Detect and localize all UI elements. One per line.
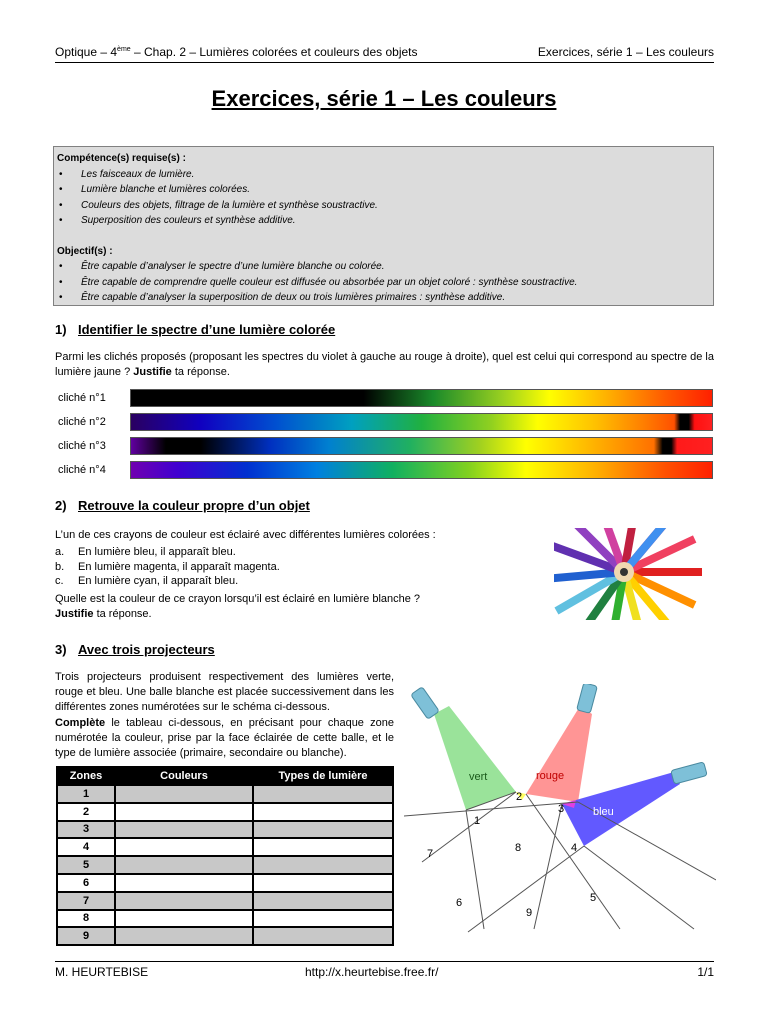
section2-list — [55, 545, 280, 589]
section1-para-a: Parmi les clichés proposés (proposant les spectres du violet à gauche au rouge à droite), quel est celui qui correspond au spectre de la lumière jaune ? — [55, 351, 714, 378]
type-cell[interactable] — [253, 785, 393, 803]
spectrum-image-2 — [130, 413, 713, 431]
section2-question-b: ta réponse. — [93, 608, 152, 620]
label-bleu: bleu — [593, 806, 614, 818]
zone-cell: 5 — [57, 856, 115, 874]
section2-number: 2) — [55, 498, 67, 513]
section1-number: 1) — [55, 322, 67, 337]
spectrum-image-4 — [130, 461, 713, 479]
zone-label: 8 — [515, 842, 522, 854]
section3-para2-text: le tableau ci-dessous, en précisant pour chaque zone numérotée la couleur, prise par la face éclairée de cette balle, et le type de lumière associée (primaire, secondaire ou blanche). — [55, 717, 394, 759]
section2-title — [55, 498, 310, 513]
couleur-cell[interactable] — [115, 821, 253, 839]
type-cell[interactable] — [253, 874, 393, 892]
zone-label: 2 — [516, 791, 523, 803]
zone-label: 4 — [571, 842, 578, 854]
list-item — [55, 545, 280, 560]
list-item — [55, 574, 280, 589]
section3-title — [55, 642, 215, 657]
zone-label: 1 — [474, 815, 481, 827]
zone-cell: 8 — [57, 910, 115, 928]
section1-paragraph — [55, 350, 714, 380]
header-left-a: Optique – 4 — [55, 45, 118, 59]
section3-paragraph-2 — [55, 716, 394, 761]
zone-cell: 1 — [57, 785, 115, 803]
green-projector — [411, 687, 440, 720]
zone-label: 9 — [526, 907, 533, 919]
section2-question — [55, 592, 477, 622]
red-beam — [526, 706, 592, 802]
objectif-item: • Être capable de comprendre quelle couleur est diffusée ou absorbée par un objet coloré : synthèse soustractive. — [57, 275, 710, 291]
table-row — [57, 821, 393, 839]
spectrum-label-1: cliché n°1 — [58, 392, 106, 404]
couleur-cell[interactable] — [115, 856, 253, 874]
page-title-text: Exercices, série 1 – Les couleurs — [211, 86, 557, 111]
couleur-cell[interactable] — [115, 892, 253, 910]
competence-item: • Lumière blanche et lumières colorées. — [57, 182, 710, 198]
blue-projector — [671, 762, 707, 784]
type-cell[interactable] — [253, 856, 393, 874]
footer-page-number: 1/1 — [697, 965, 714, 979]
header-left-b: – Chap. 2 – Lumières colorées et couleurs des objets — [130, 45, 418, 59]
colored-pencils-image — [554, 528, 702, 620]
spectrum-label-4: cliché n°4 — [58, 464, 106, 476]
skills-box — [53, 146, 714, 306]
green-beam — [434, 706, 516, 810]
header-left-sup: ème — [117, 46, 131, 53]
type-cell[interactable] — [253, 838, 393, 856]
footer-url[interactable]: http://x.heurtebise.free.fr/ — [305, 965, 439, 979]
zone-cell: 7 — [57, 892, 115, 910]
competences-list — [57, 167, 710, 229]
couleur-cell[interactable] — [115, 910, 253, 928]
couleur-cell[interactable] — [115, 785, 253, 803]
table-row — [57, 892, 393, 910]
table-row — [57, 785, 393, 803]
type-cell[interactable] — [253, 927, 393, 945]
spectrum-label-3: cliché n°3 — [58, 440, 106, 452]
zone-label: 5 — [590, 892, 597, 904]
zone-cell: 3 — [57, 821, 115, 839]
couleur-cell[interactable] — [115, 927, 253, 945]
page-header — [55, 43, 714, 63]
type-cell[interactable] — [253, 910, 393, 928]
section2-intro: L’un de ces crayons de couleur est éclairé avec différentes lumières colorées : — [55, 529, 436, 541]
header-chapter — [55, 45, 418, 59]
section3-number: 3) — [55, 642, 67, 657]
table-row — [57, 803, 393, 821]
list-text: En lumière bleu, il apparaît bleu. — [78, 546, 236, 558]
couleur-cell[interactable] — [115, 838, 253, 856]
competence-item: • Les faisceaux de lumière. — [57, 167, 710, 183]
zone-cell: 2 — [57, 803, 115, 821]
section3-para2-bold: Complète — [55, 717, 106, 729]
table-row — [57, 910, 393, 928]
zones-table — [56, 766, 394, 946]
table-header-row — [57, 767, 393, 785]
zone-cell: 6 — [57, 874, 115, 892]
section2-question-a: Quelle est la couleur de ce crayon lorsqu’il est éclairé en lumière blanche ? — [55, 593, 421, 605]
objectif-item: • Être capable d’analyser la superposition de deux ou trois lumières primaires : synthèse additive. — [57, 290, 710, 306]
list-marker: a. — [55, 546, 65, 558]
red-projector — [577, 684, 598, 713]
section1-title — [55, 322, 335, 337]
objectif-item: • Être capable d’analyser le spectre d’une lumière blanche ou colorée. — [57, 259, 710, 275]
label-rouge: rouge — [536, 770, 565, 782]
type-cell[interactable] — [253, 892, 393, 910]
list-text: En lumière cyan, il apparaît bleu. — [78, 575, 239, 587]
column-header-zones: Zones — [57, 767, 115, 785]
table-row — [57, 874, 393, 892]
type-cell[interactable] — [253, 803, 393, 821]
table-row — [57, 838, 393, 856]
competence-item: • Superposition des couleurs et synthèse additive. — [57, 213, 710, 229]
projector-diagram — [404, 684, 716, 934]
spectrum-image-1 — [130, 389, 713, 407]
list-marker: c. — [55, 575, 64, 587]
zone-cell: 4 — [57, 838, 115, 856]
zone-cell: 9 — [57, 927, 115, 945]
section3-paragraph-1: Trois projecteurs produisent respectivement des lumières verte, rouge et bleu. Une balle blanche est placée successivement dans les différentes zones numérotées sur le schéma ci-dessous. — [55, 671, 394, 713]
label-vert: vert — [469, 771, 488, 783]
couleur-cell[interactable] — [115, 803, 253, 821]
list-item — [55, 560, 280, 575]
zone-label: 7 — [427, 848, 434, 860]
footer-author: M. HEURTEBISE — [55, 965, 149, 979]
section1-para-bold: Justifie — [133, 366, 172, 378]
section1-para-b: ta réponse. — [171, 366, 230, 378]
type-cell[interactable] — [253, 821, 393, 839]
page-footer — [55, 961, 714, 983]
spectrum-image-3 — [130, 437, 713, 455]
page-title — [0, 86, 768, 112]
list-marker: b. — [55, 560, 65, 573]
column-header-couleurs: Couleurs — [115, 767, 253, 785]
column-header-types: Types de lumière — [253, 767, 393, 785]
spectrum-label-2: cliché n°2 — [58, 416, 106, 428]
section3-title-text: Avec trois projecteurs — [78, 642, 215, 657]
objectifs-heading: Objectif(s) : — [57, 245, 113, 257]
zone-label: 3 — [558, 803, 565, 815]
section2-title-text: Retrouve la couleur propre d’un objet — [78, 498, 310, 513]
section2-question-bold: Justifie — [55, 608, 94, 620]
couleur-cell[interactable] — [115, 874, 253, 892]
objectifs-list — [57, 259, 710, 306]
table-row — [57, 856, 393, 874]
zone-label: 6 — [456, 897, 463, 909]
header-series: Exercices, série 1 – Les couleurs — [537, 45, 714, 59]
table-row — [57, 927, 393, 945]
list-text: En lumière magenta, il apparaît magenta. — [78, 560, 280, 573]
competences-heading: Compétence(s) requise(s) : — [57, 153, 186, 164]
section1-title-text: Identifier le spectre d’une lumière colorée — [78, 322, 336, 337]
competence-item: • Couleurs des objets, filtrage de la lumière et synthèse soustractive. — [57, 198, 710, 214]
